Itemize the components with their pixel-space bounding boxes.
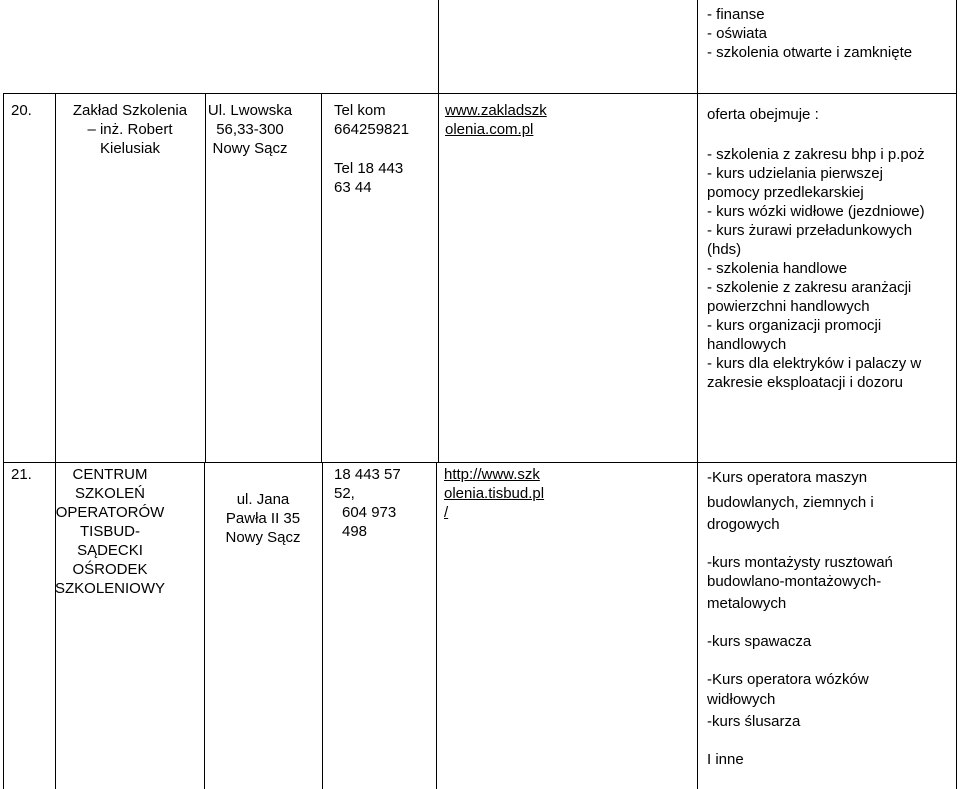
phone-line: 498 — [342, 523, 368, 540]
offer-line: drogowych — [707, 516, 780, 533]
phone-line — [334, 139, 409, 159]
offer-line: - oświata — [707, 25, 768, 42]
column-divider — [55, 93, 56, 789]
offer-line: - szkolenia handlowe — [707, 260, 848, 277]
row-divider — [3, 93, 957, 94]
table-border-left — [3, 93, 4, 462]
website-line[interactable]: olenia.tisbud.pl — [444, 485, 545, 502]
address-line: Pawła II 35 — [225, 510, 301, 527]
address-line: Nowy Sącz — [212, 140, 288, 157]
website-line[interactable]: http://www.szk — [444, 466, 540, 483]
offer-line: metalowych — [707, 595, 787, 612]
offer-line: - kurs organizacji promocji — [707, 317, 882, 334]
company-name-line: CENTRUM — [72, 466, 148, 483]
company-name-line: OPERATORÓW — [55, 504, 165, 521]
offer-line: - kurs żurawi przeładunkowych — [707, 222, 913, 239]
offer-line: - kurs dla elektryków i palaczy w — [707, 355, 922, 372]
offer-line: zakresie eksploatacji i dozoru — [707, 374, 903, 391]
offer-line: budowlanych, ziemnych i — [707, 494, 874, 511]
address-cell — [205, 101, 295, 158]
offer-intro: oferta obejmuje : — [707, 106, 819, 123]
website-cell[interactable] — [444, 465, 544, 522]
website-link[interactable] — [444, 465, 544, 522]
phone-line: 18 443 57 — [334, 466, 401, 483]
offer-line: - szkolenia z zakresu bhp i p.poż — [707, 146, 925, 163]
company-name-line: Zakład Szkolenia — [72, 102, 188, 119]
company-name-line: SZKOLENIOWY — [54, 580, 166, 597]
website-line[interactable]: olenia.com.pl — [445, 121, 534, 138]
table-border-left — [3, 462, 4, 789]
phone-cell — [334, 465, 401, 541]
address-line: Ul. Lwowska — [207, 102, 293, 119]
website-line[interactable]: / — [444, 504, 449, 521]
company-name-line: Kielusiak — [99, 140, 161, 157]
offer-line: - kurs udzielania pierwszej — [707, 165, 883, 182]
column-divider — [322, 462, 323, 789]
company-name-line: – inż. Robert — [87, 121, 173, 138]
offer-line: -Kurs operatora wózków — [707, 671, 869, 688]
offer-list — [707, 145, 925, 392]
address-cell — [204, 490, 322, 547]
column-divider — [697, 0, 698, 789]
row-number: 20. — [11, 102, 32, 119]
phone-line: Tel 18 443 — [334, 160, 404, 177]
website-line[interactable]: www.zakladszk — [445, 102, 547, 119]
column-divider — [321, 93, 322, 462]
offer-line: - szkolenie z zakresu aranżacji — [707, 279, 912, 296]
offer-line: handlowych — [707, 336, 787, 353]
row-number: 21. — [11, 466, 32, 483]
address-line: 56,33-300 — [216, 121, 284, 138]
offer-line: - finanse — [707, 6, 765, 23]
company-name-cell — [55, 101, 205, 158]
company-name-line: SZKOLEŃ — [74, 485, 146, 502]
offer-line: pomocy przedlekarskiej — [707, 184, 864, 201]
offer-line: -kurs spawacza — [707, 633, 812, 650]
table-border-right — [956, 0, 957, 789]
offer-line: budowlano-montażowych- — [707, 573, 882, 590]
offer-line: -Kurs operatora maszyn — [707, 469, 868, 486]
column-divider — [436, 462, 437, 789]
top-offer-cell — [707, 5, 912, 62]
phone-line: 63 44 — [334, 179, 372, 196]
offer-line: - szkolenia otwarte i zamknięte — [707, 44, 913, 61]
phone-line: Tel kom — [334, 102, 386, 119]
offer-line: - kurs wózki widłowe (jezdniowe) — [707, 203, 925, 220]
offer-line: -kurs ślusarza — [707, 713, 801, 730]
company-name-line: SĄDECKI — [77, 542, 143, 559]
phone-line: 664259821 — [334, 121, 410, 138]
company-name-cell — [45, 465, 175, 598]
column-divider — [438, 0, 439, 462]
offer-line: I inne — [707, 751, 744, 768]
offer-line: -kurs montażysty rusztowań — [707, 554, 893, 571]
company-name-line: TISBUD- — [80, 523, 140, 540]
company-name-line: OŚRODEK — [72, 561, 148, 578]
website-link[interactable] — [445, 101, 547, 139]
address-line: Nowy Sącz — [225, 529, 301, 546]
offer-line: powierzchni handlowych — [707, 298, 870, 315]
address-line: ul. Jana — [236, 491, 290, 508]
phone-line: 52, — [334, 485, 355, 502]
phone-cell — [334, 101, 409, 197]
row-divider — [3, 462, 957, 463]
offer-line: widłowych — [707, 691, 776, 708]
offer-line: (hds) — [707, 241, 742, 258]
website-cell[interactable] — [445, 101, 547, 139]
phone-line: 604 973 — [342, 504, 397, 521]
